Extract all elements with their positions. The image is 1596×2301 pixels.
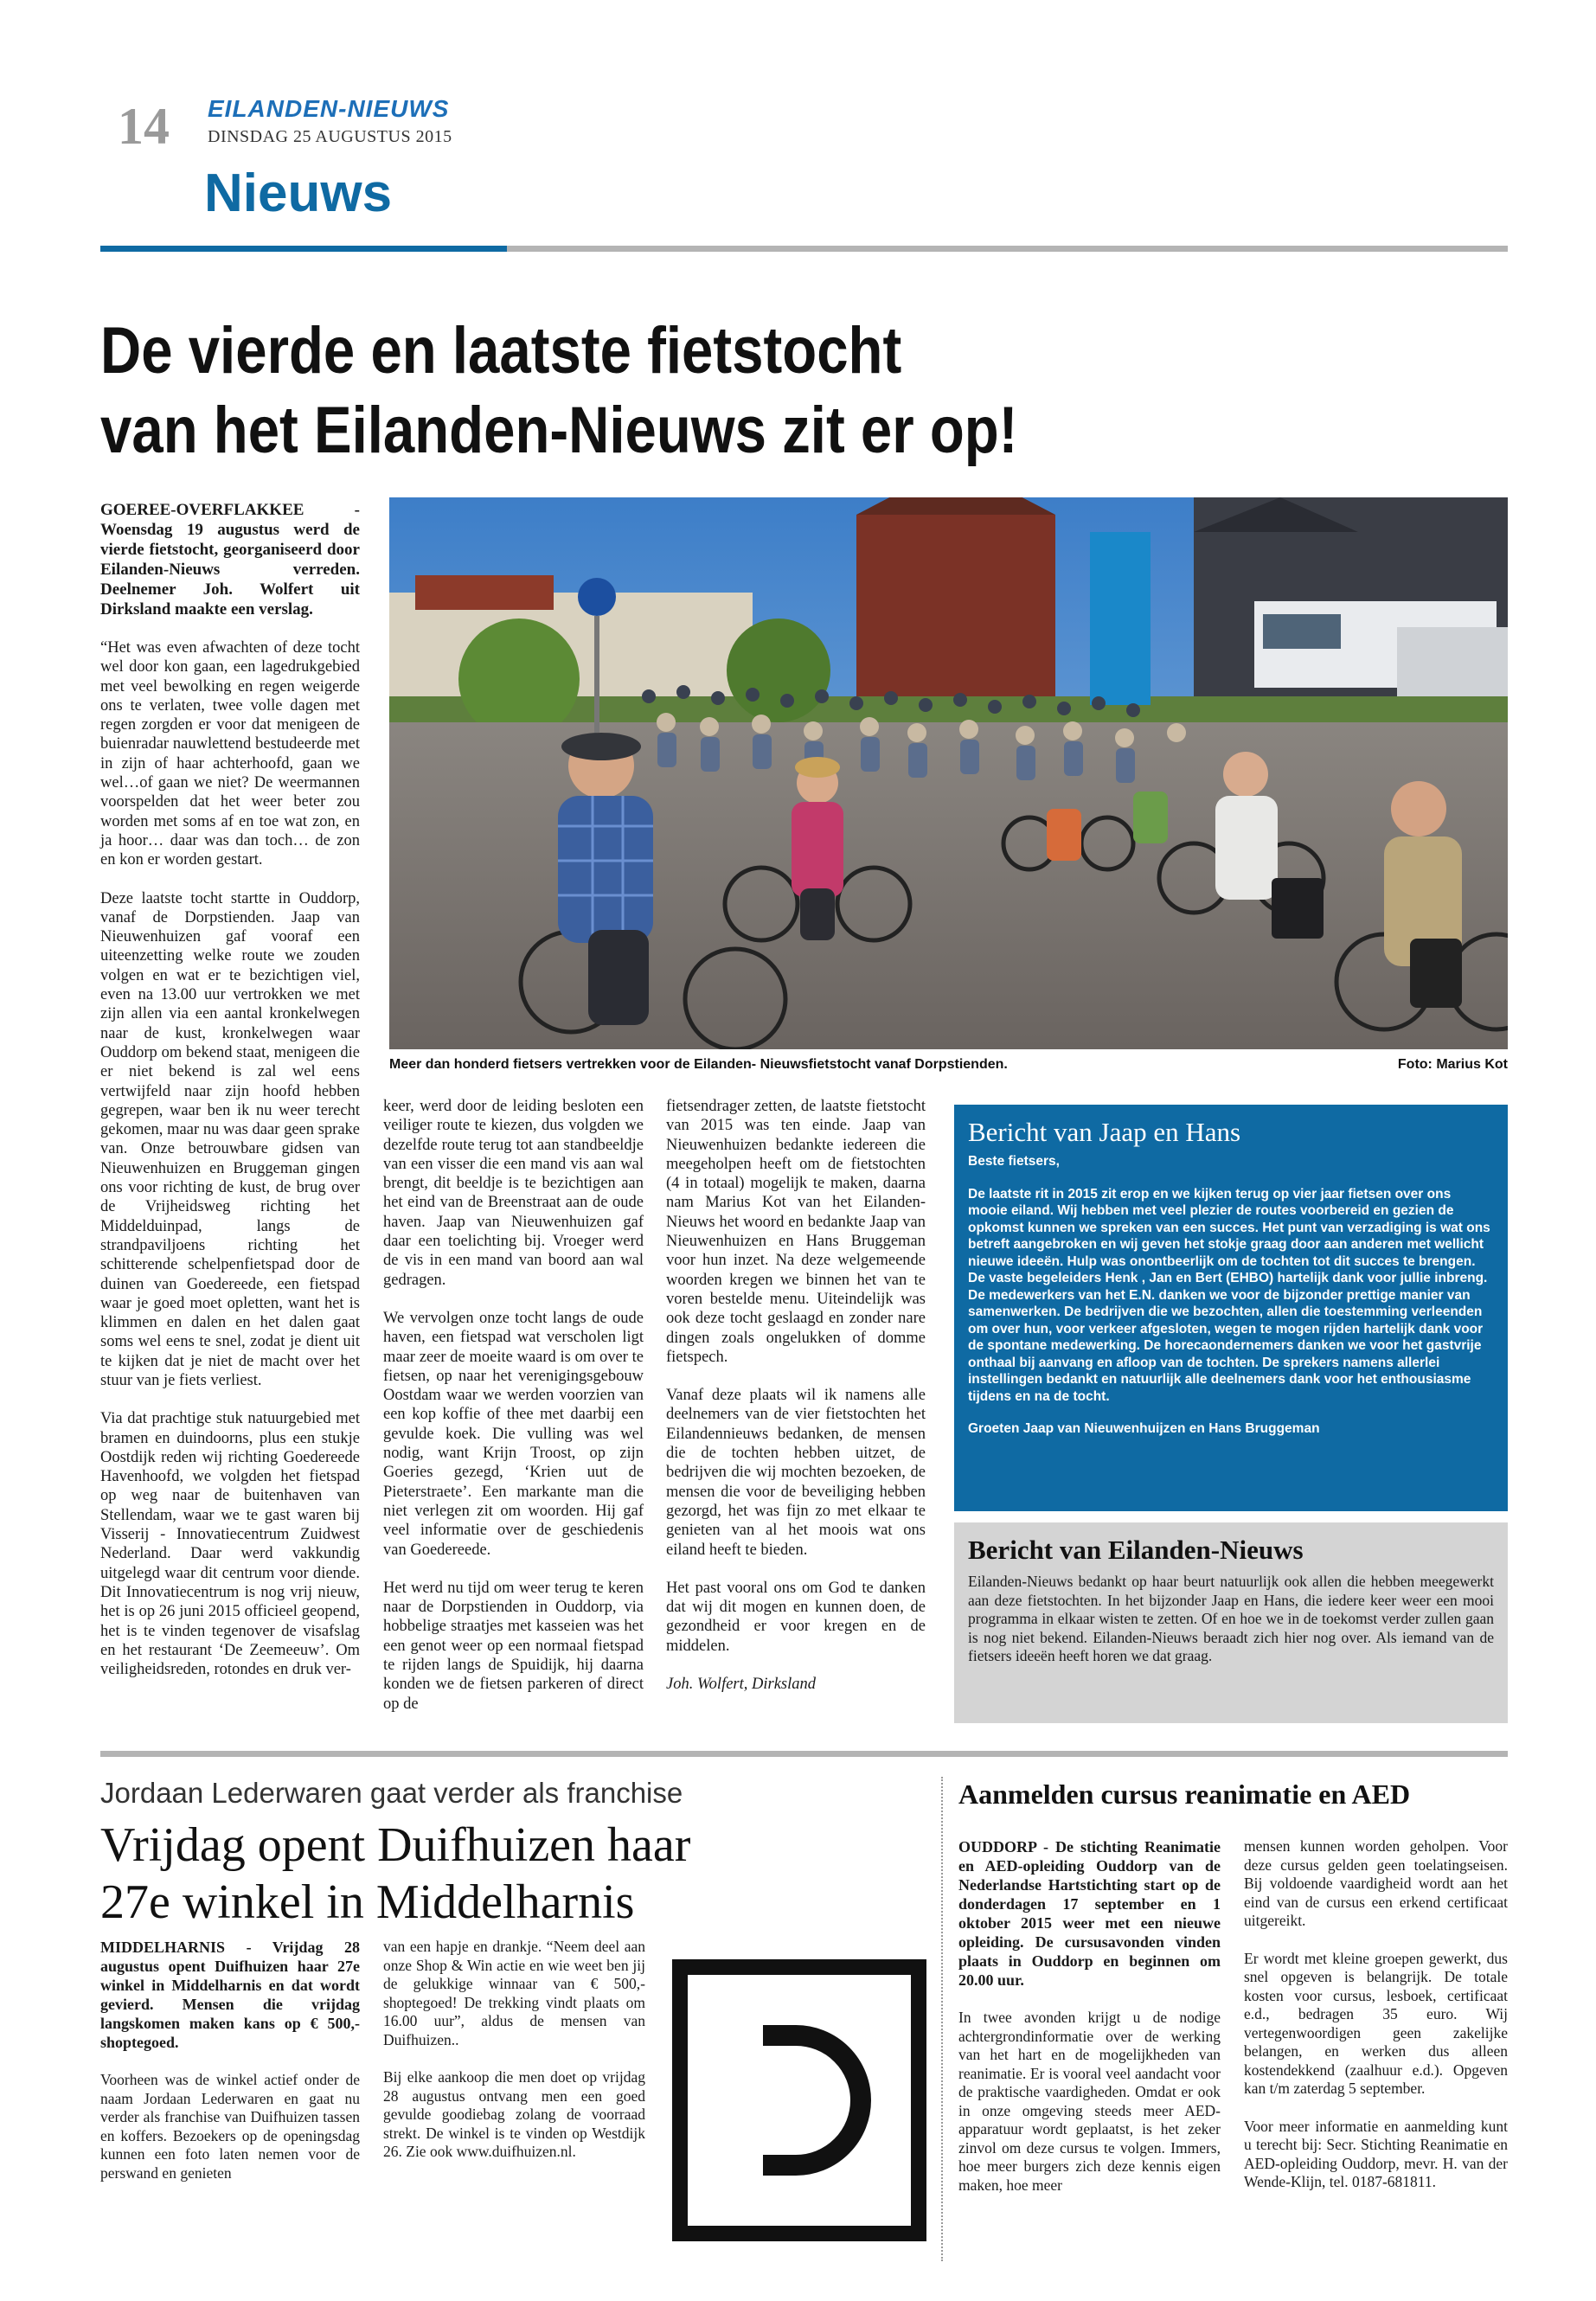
section-title: Nieuws xyxy=(204,163,393,223)
aed-col2 xyxy=(1244,1837,1508,2211)
photo-caption xyxy=(389,1057,1508,1073)
paragraph: keer, werd door de leiding besloten een veiliger route te kiezen, dus volgden we dezelfde route terug tot aan standbeeldje van een visser die een mand vis aan wal brengt, dit beeldje is te bezichtigen aan het eind van de Breenstraat aan de oude haven. Jaap van Nieuwenhuizen gaf daar een toelichting bij. Vroeger werd de vis in een mand van boord aan wal gedragen. xyxy=(383,1098,644,1289)
paragraph: Voor meer informatie en aanmelding kunt u terecht bij: Secr. Stichting Reanimatie en AED-opleiding Ouddorp, mevr. H. van der Wende-Klijn, tel. 0187-681811. xyxy=(1244,2117,1508,2190)
masthead-logo: EILANDEN-NIEUWS xyxy=(208,95,450,122)
duifhuizen-headline-line1: Vrijdag opent Duifhuizen haar xyxy=(100,1818,691,1872)
paragraph: In twee avonden krijgt u de nodige achtergrondinformatie over de werking van het hart en de mogelijkheden van reanimatie. Er is vooral veel aandacht voor de praktische vaardigheden. Omdat er ook in onze omgeving steeds meer AED-apparatuur wordt geplaatst, is het zeker zinvol om deze cursus te volgen. Immers, hoe meer burgers zich deze kennis eigen maken, hoe meer xyxy=(958,2009,1221,2194)
message-box-title: Bericht van Eilanden-Nieuws xyxy=(968,1535,1304,1565)
message-box-jaap-hans xyxy=(954,1105,1508,1511)
duifhuizen-headline-line2: 27e winkel in Middelharnis xyxy=(100,1875,635,1929)
aed-lead: OUDDORP - De stichting Reanimatie en AED-opleiding Ouddorp van de Nederlandse Hartstichting start op de donderdagen 17 september en 1 oktober 2015 weer met een nieuwe opleiding. De cursusavonden vinden plaats in Ouddorp en beginnen om 20.00 uur. xyxy=(958,1838,1221,1989)
paragraph: We vervolgen onze tocht langs de oude haven, een fietspad wat verscholen ligt maar zeer de moeite waard is om over te fietsen, op naar het verenigingsgebouw Oostdam waar we werden voorzien van een kop koffie of thee met daarbij een gevulde koek. Die vulling was wel nodig, want Krijn Troost, op zijn Goeries gezegd, ‘Krien uut de Pieterstraete’. Een markante man die niet verlegen zit om woorden. Hij gaf veel informatie over de geschiedenis van Goedereede. xyxy=(383,1309,644,1559)
paragraph: mensen kunnen worden geholpen. Voor deze cursus gelden geen toelatingseisen. Bij voldoende vaardigheid wordt aan het eind van de cursus een erkend certificaat uitgereikt. xyxy=(1244,1837,1508,1929)
paragraph: Bij elke aankoop die men doet op vrijdag 28 augustus ontvang men een goed gevulde goodiebag zolang de voorraad strekt. De winkel is te vinden op Westdijk 26. Zie ook www.duifhuizen.nl. xyxy=(383,2068,645,2160)
duifhuizen-lead: MIDDELHARNIS - Vrijdag 28 augustus opent Duifhuizen haar 27e winkel in Middelharnis en dat wordt gevierd. Mensen die vrijdag langskomen maken kans op € 500,- shoptegoed. xyxy=(100,1939,360,2051)
paragraph: Het past vooral ons om God te danken dat wij dit mogen en kunnen doen, de gezondheid er voor kregen en de middelen. xyxy=(666,1579,926,1655)
paragraph: Het werd nu tijd om weer terug te keren naar de Dorpstienden in Ouddorp, via hobbelige straatjes met kasseien was het een genot weer op een normaal fietspad te rijden langs de Spuidijk, hij daarna konden we de fietsen parkeren of direct op de xyxy=(383,1579,644,1713)
issue-date: DINSDAG 25 AUGUSTUS 2015 xyxy=(208,127,452,146)
cyclists-photo-image xyxy=(389,497,1508,1049)
main-article-lead: GOEREE-OVERFLAKKEE - Woensdag 19 augustus werd de vierde fietstocht, georganiseerd door Eilanden-Nieuws verreden. Deelnemer Joh. Wolfert uit Dirksland maakte een verslag. xyxy=(100,501,360,619)
section-rule xyxy=(507,246,1508,252)
main-article-col1 xyxy=(100,500,360,1698)
paragraph: Deze laatste tocht startte in Ouddorp, vanaf de Dorpstienden. Jaap van Nieuwenhuizen gaf vooraf een uiteenzetting welke route we zouden volgen en wat er te bezichtigen viel, even na 13.00 uur vertrokken we met zijn allen via een aantal kronkelwegen naar de kust, kronkelwegen waar Ouddorp om bekend staat, menigeen die er niet bekend is zal wel eens vertwijfeld naar zijn hoofd hebben gegrepen, waar ben ik nu weer terecht gekomen, maar nu was daar geen sprake van. Onze betrouwbare gidsen van Nieuwenhuizen en Bruggeman gingen ons voor richting de kust, de brug over de Vrijheidsweg richting het Middelduinpad, langs de strandpaviljoens richting het schitterende schelpenfietspad door de duinen van Goedereede, een fietspad waar je goed moet opletten, want het is klimmen en dalen en het dalen gaat soms wel eens te snel, zodat je dient uit te kijken dat je niet de macht over het stuur van je fiets verliest. xyxy=(100,889,360,1389)
paragraph: Er wordt met kleine groepen gewerkt, dus snel opgeven is belangrijk. De totale kosten voor cursus, lesboek, certificaat e.d., bedragen 35 euro. Wij vertegenwoordigen geen zakelijke belangen, en werken dus alleen kostendekkend (zaalhuur e.d.). Opgeven kan t/m zaterdag 5 september. xyxy=(1244,1949,1508,2097)
article-divider xyxy=(100,1751,1508,1757)
duifhuizen-kicker: Jordaan Lederwaren gaat verder als franchise xyxy=(100,1777,683,1809)
main-article-col3 xyxy=(666,1097,926,1713)
cyclists-photo xyxy=(389,497,1508,1049)
duifhuizen-headline xyxy=(100,1817,896,1931)
section-rule-accent xyxy=(100,246,507,252)
aed-headline: Aanmelden cursus reanimatie en AED xyxy=(958,1779,1411,1810)
photo-caption-text: Meer dan honderd fietsers vertrekken voor de Eilanden- Nieuwsfietstocht vanaf Dorpstienden. xyxy=(389,1057,1008,1072)
paragraph: “Het was even afwachten of deze tocht wel door kon gaan, een lagedrukgebied met veel bewolking en regen weigerde ons te verlaten, twee volle dagen met regen zorgden er voor dat menigeen de buienradar nauwlettend bestudeerde met in zijn of haar achterhoofd, gaan we wel…of gaan we niet? De weermannen voorspelden dat het weer beter zou worden met soms af en toe wat zon, en ja hoor… daar was dan toch… de zon en kon er worden gestart. xyxy=(100,639,360,869)
duifhuizen-logo-mark xyxy=(666,1953,933,2247)
message-body: Eilanden-Nieuws bedankt op haar beurt natuurlijk ook allen die hebben meegewerkt aan deze fietstochten. In het bijzonder Jaap en Hans, die iedere keer weer een mooi programma in elkaar wisten te zetten. Of en hoe we in de toekomst verder zullen gaan is nog niet bekend. Eilanden-Nieuws beraadt zich hier nog over. Als iemand van de fietsers ideeën heeft horen we dat graag. xyxy=(968,1573,1494,1664)
duifhuizen-col1 xyxy=(100,1938,360,2202)
main-headline-line1: De vierde en laatste fietstocht xyxy=(100,314,902,388)
duifhuizen-col2 xyxy=(383,1938,645,2181)
message-salutation: Beste fietsers, xyxy=(968,1154,1060,1169)
paragraph: fietsendrager zetten, de laatste fietstocht van 2015 was ten einde. Jaap van Nieuwenhuizen bedankte iedereen die meegeholpen heeft om de fietstochten (4 in totaal) mogelijk te maken, daarna nam Marius Kot van het Eilanden-Nieuws het woord en bedankte Jaap van Nieuwenhuizen en Hans Bruggeman voor hun inzet. Na deze welgemeende woorden kregen we binnen het van te voren bestelde menu. Uiteindelijk was ook deze tocht geslaagd en zonder nare dingen zoals ongelukken of domme fietspech. xyxy=(666,1098,926,1366)
paragraph: Via dat prachtige stuk natuurgebied met bramen en duindoorns, plus een stukje Oostdijk reden wij richting Goedereede Havenhoofd, we volgden het fietspad op weg naar de buitenhaven van Stellendam, waar we te gast waren bij Visserij - Innovatiecentrum Zuidwest Nederland. Daar werd vakkundig uitgelegd waar dit centrum voor diende. Dit Innovatiecentrum is nog vrij nieuw, het is op 26 juni 2015 officieel geopend, het is te vinden tegenover de visafslag en het restaurant ‘De Zeemeeuw’. Om veiligheidsreden, rotondes en druk ver- xyxy=(100,1410,360,1679)
message-box-title: Bericht van Jaap en Hans xyxy=(968,1117,1241,1147)
message-body: De laatste rit in 2015 zit erop en we kijken terug op vier jaar fietsen over ons mooie eiland. Wij hebben met veel plezier de routes voorbereid en gezien de opkomst kunnen we spreken van een succes. Het punt van verzadiging is wat ons betreft aangebroken en wij geven het stokje graag door aan anderen met wellicht nieuwe ideeën. Hulp was onontbeerlijk om de tochten tot dit succes te brengen. De vaste begeleiders Henk , Jan en Bert (EHBO) hartelijk dank voor jullie inbreng. De medewerkers van het E.N. danken we voor de bijzonder prettige manier van samenwerken. De bedrijven die we bezochten, allen die toestemming verleenden om over hun, voor verkeer afgesloten, wegen te mogen rijden hartelijk dank voor de spontane medewerking. De horecaondernemers danken we voor het gastvrije onthaal bij aanvang en afloop van de tochten. De sprekers namens allerlei instellingen bedankt en natuurlijk alle deelnemers dank voor het enthousiasme tijdens en na de tocht. xyxy=(968,1186,1490,1404)
paragraph: Voorheen was de winkel actief onder de naam Jordaan Lederwaren en gaat nu verder als franchise van Duifhuizen tassen en koffers. Bezoekers op de openingsdag kunnen een foto laten nemen voor de perswand en genieten xyxy=(100,2071,360,2182)
main-headline xyxy=(100,311,1291,471)
message-closing: Groeten Jaap van Nieuwenhuijzen en Hans Bruggeman xyxy=(968,1421,1320,1436)
article-signature: Joh. Wolfert, Dirksland xyxy=(666,1676,817,1694)
main-article-col2 xyxy=(383,1097,644,1733)
paragraph: van een hapje en drankje. “Neem deel aan onze Shop & Win actie en wie weet ben jij de gelukkige winnaar van € 500,- shoptegoed! De trekking vindt plaats om 16.00 uur”, aldus de mensen van Duifhuizen.. xyxy=(383,1938,645,2048)
page-number: 14 xyxy=(118,98,170,155)
message-box-eilanden-nieuws xyxy=(954,1522,1508,1723)
duifhuizen-logo xyxy=(666,1953,933,2247)
aed-col1 xyxy=(958,1837,1221,2214)
paragraph: Vanaf deze plaats wil ik namens alle deelnemers van de vier fietstochten het Eilandennieuws bedanken, de mensen die de tochten hebben uitzet, de bedrijven die wij mochten bezoeken, de mensen die voor de beveiliging hebben gezorgd, het was fijn zo met elkaar te genieten van al het moois wat ons eiland heeft te bieden. xyxy=(666,1387,926,1559)
column-separator xyxy=(941,1777,943,2261)
main-headline-line2: van het Eilanden-Nieuws zit er op! xyxy=(100,394,1018,467)
photo-credit: Foto: Marius Kot xyxy=(1397,1057,1508,1072)
